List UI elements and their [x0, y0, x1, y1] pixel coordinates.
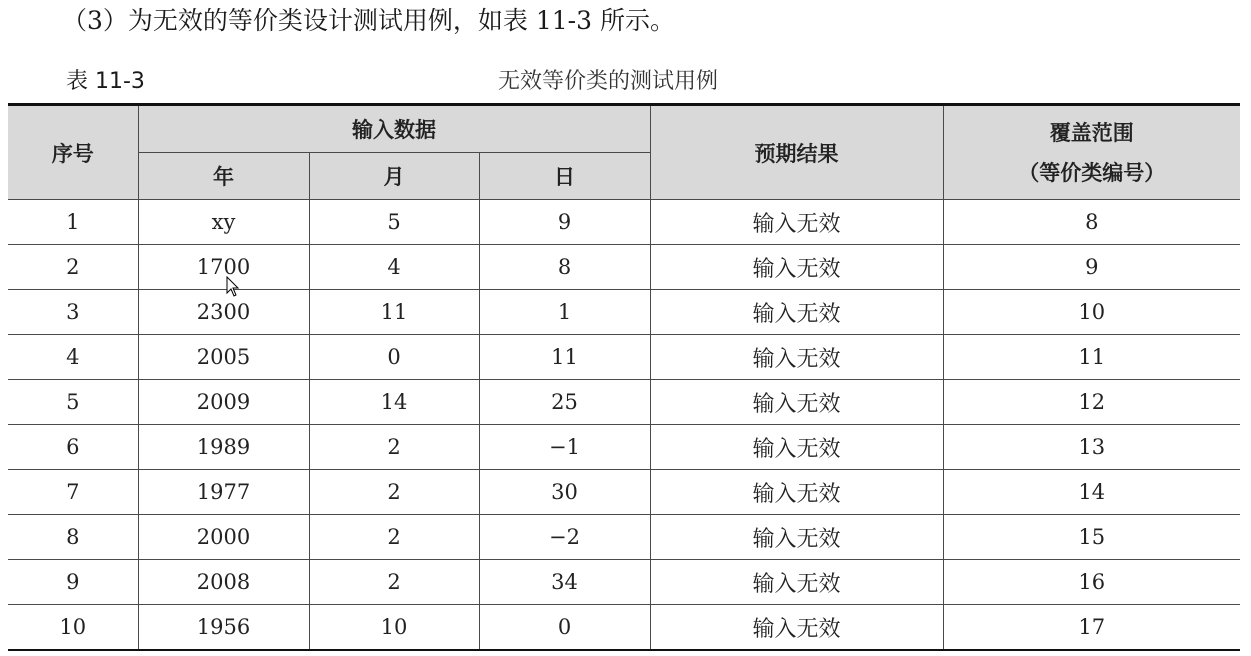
cell-month: 4 [309, 245, 479, 290]
cell-month: 10 [309, 605, 479, 651]
cell-coverage: 15 [943, 515, 1240, 560]
cell-year: 2009 [138, 380, 309, 425]
cell-expected: 输入无效 [650, 380, 943, 425]
table-row [8, 290, 1240, 335]
table-title: 无效等价类的测试用例 [498, 69, 719, 94]
cell-day: −2 [479, 515, 650, 560]
cell-coverage: 13 [943, 425, 1240, 470]
cell-seq: 6 [8, 425, 138, 470]
cell-year: 1700 [138, 245, 309, 290]
table-row [8, 200, 1240, 245]
cell-month: 14 [309, 380, 479, 425]
cell-seq: 8 [8, 515, 138, 560]
cell-expected: 输入无效 [650, 425, 943, 470]
cell-month: 2 [309, 470, 479, 515]
header-coverage-line1: 覆盖范围 [1049, 120, 1134, 145]
cell-expected: 输入无效 [650, 605, 943, 651]
cell-seq: 4 [8, 335, 138, 380]
cell-seq: 10 [8, 605, 138, 651]
cell-year: 1956 [138, 605, 309, 651]
cell-month: 11 [309, 290, 479, 335]
cell-expected: 输入无效 [650, 560, 943, 605]
cell-day: 8 [479, 245, 650, 290]
cell-expected: 输入无效 [650, 515, 943, 560]
cell-expected: 输入无效 [650, 200, 943, 245]
cell-day: 30 [479, 470, 650, 515]
cell-day: 34 [479, 560, 650, 605]
table-row [8, 515, 1240, 560]
cell-day: 25 [479, 380, 650, 425]
cell-expected: 输入无效 [650, 245, 943, 290]
cell-month: 0 [309, 335, 479, 380]
cell-year: 1977 [138, 470, 309, 515]
cell-day: −1 [479, 425, 650, 470]
cell-coverage: 8 [943, 200, 1240, 245]
intro-paragraph: （3）为无效的等价类设计测试用例，如表 11-3 所示。 [62, 6, 675, 35]
table-number: 表 11-3 [66, 69, 145, 94]
table-row [8, 335, 1240, 380]
cell-coverage: 10 [943, 290, 1240, 335]
test-case-table [8, 103, 1240, 651]
header-year: 年 [138, 153, 309, 200]
cell-seq: 9 [8, 560, 138, 605]
table-row [8, 425, 1240, 470]
cell-month: 2 [309, 515, 479, 560]
cell-coverage: 14 [943, 470, 1240, 515]
cell-month: 2 [309, 425, 479, 470]
cell-coverage: 11 [943, 335, 1240, 380]
table-row [8, 560, 1240, 605]
cell-seq: 1 [8, 200, 138, 245]
cell-coverage: 16 [943, 560, 1240, 605]
header-day: 日 [479, 153, 650, 200]
cell-day: 11 [479, 335, 650, 380]
cell-year: xy [138, 200, 309, 245]
cell-month: 2 [309, 560, 479, 605]
cell-year: 2000 [138, 515, 309, 560]
cell-year: 2005 [138, 335, 309, 380]
table-row [8, 380, 1240, 425]
table-row [8, 470, 1240, 515]
table-row [8, 605, 1240, 651]
header-seq: 序号 [8, 105, 138, 200]
cell-seq: 2 [8, 245, 138, 290]
cell-seq: 3 [8, 290, 138, 335]
header-coverage-line2: （等价类编号） [1018, 160, 1166, 185]
cell-year: 2300 [138, 290, 309, 335]
cell-day: 9 [479, 200, 650, 245]
header-input-data: 输入数据 [138, 105, 650, 153]
table-row [8, 245, 1240, 290]
header-coverage [943, 105, 1240, 200]
cell-coverage: 17 [943, 605, 1240, 651]
cell-seq: 7 [8, 470, 138, 515]
header-month: 月 [309, 153, 479, 200]
cell-year: 1989 [138, 425, 309, 470]
cell-day: 0 [479, 605, 650, 651]
cell-expected: 输入无效 [650, 335, 943, 380]
cell-year: 2008 [138, 560, 309, 605]
cell-coverage: 12 [943, 380, 1240, 425]
cell-month: 5 [309, 200, 479, 245]
header-expected: 预期结果 [650, 105, 943, 200]
mouse-pointer-icon [226, 276, 240, 298]
cell-day: 1 [479, 290, 650, 335]
cell-seq: 5 [8, 380, 138, 425]
cell-expected: 输入无效 [650, 290, 943, 335]
cell-coverage: 9 [943, 245, 1240, 290]
cell-expected: 输入无效 [650, 470, 943, 515]
